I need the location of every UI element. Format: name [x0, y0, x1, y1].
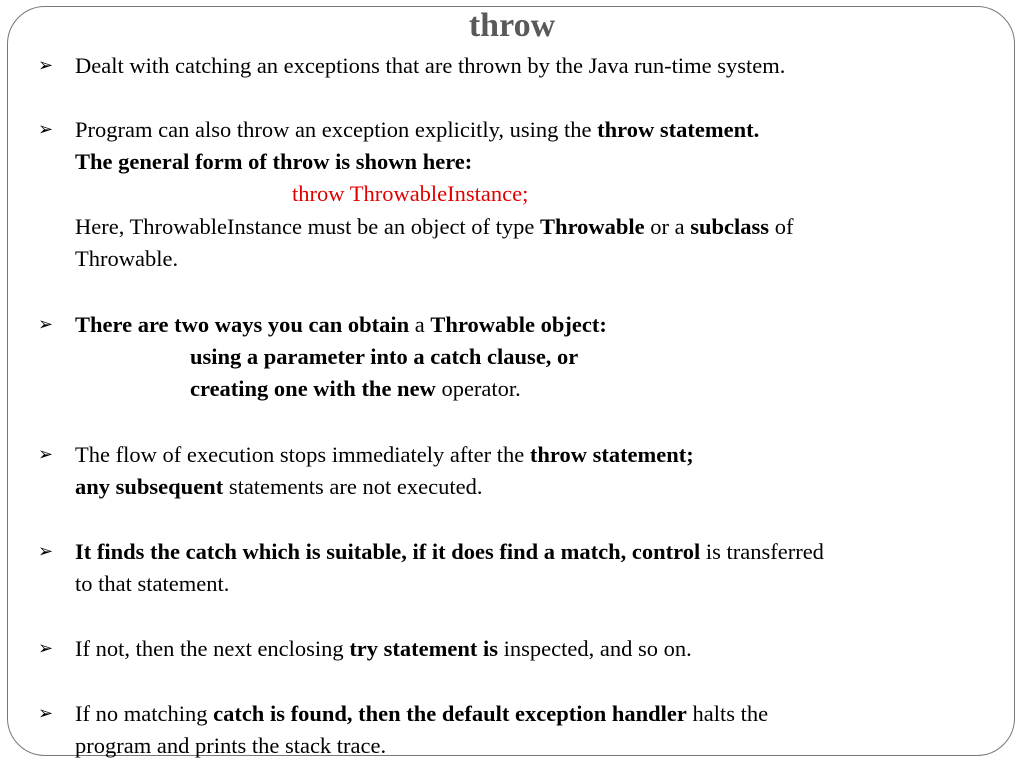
bullet-arrow-icon: ➢	[38, 703, 54, 724]
bullet-5-line-2: to that statement.	[75, 571, 230, 596]
bullet-6-line-1: If not, then the next enclosing try statement is inspected, and so on.	[75, 636, 692, 661]
bullet-arrow-icon: ➢	[38, 119, 54, 140]
bullet-2-line-2: The general form of throw is shown here:	[75, 149, 473, 174]
bullet-7-line-1: If no matching catch is found, then the default exception handler halts the	[75, 701, 769, 726]
code-throw-statement: throw ThrowableInstance;	[292, 181, 529, 206]
bullet-arrow-icon: ➢	[38, 541, 54, 562]
bullet-1-text: Dealt with catching an exceptions that are thrown by the Java run-time system.	[75, 53, 786, 78]
slide-title: throw	[468, 7, 556, 44]
bullet-3-line-1: There are two ways you can obtain a Throwable object:	[75, 312, 607, 337]
bullet-2-line-4: Here, ThrowableInstance must be an object of type Throwable or a subclass of	[75, 214, 794, 239]
bullet-4-line-2: any subsequent statements are not executed.	[75, 474, 483, 499]
bullet-arrow-icon: ➢	[38, 55, 54, 76]
bullet-arrow-icon: ➢	[38, 638, 54, 659]
bullet-arrow-icon: ➢	[38, 444, 54, 465]
bullet-2-line-5: Throwable.	[75, 246, 179, 271]
bullet-arrow-icon: ➢	[38, 314, 54, 335]
bullet-5-line-1: It finds the catch which is suitable, if it does find a match, control is transferred	[75, 539, 824, 564]
bullet-7-line-2: program and prints the stack trace.	[75, 733, 387, 758]
bullet-4-line-1: The flow of execution stops immediately after the throw statement;	[75, 442, 694, 467]
bullet-2-line-1: Program can also throw an exception explicitly, using the throw statement.	[75, 117, 760, 142]
bullet-3-line-2: using a parameter into a catch clause, or	[190, 344, 579, 369]
bullet-3-line-3: creating one with the new operator.	[190, 376, 521, 401]
